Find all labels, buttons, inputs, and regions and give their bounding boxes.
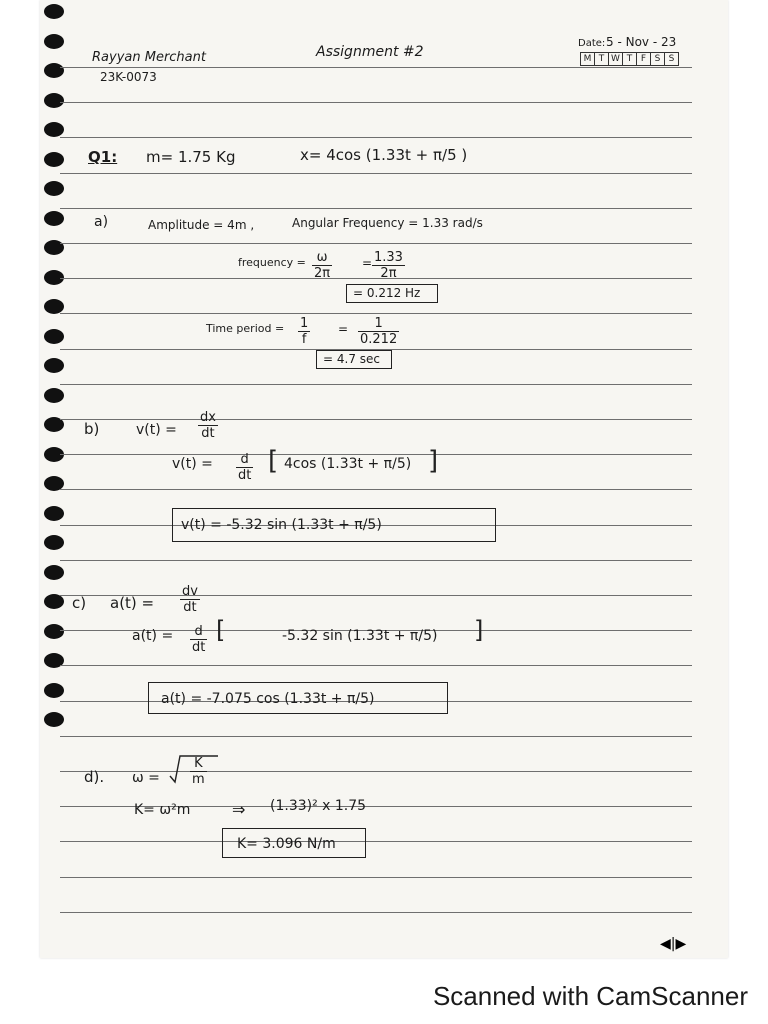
spring-constant-result-box — [222, 828, 366, 858]
equals-sign: = — [362, 256, 373, 270]
fraction-denominator: dt — [238, 468, 252, 483]
right-bracket: ] — [428, 446, 439, 476]
dv-dt-fraction — [180, 584, 200, 615]
ruled-line — [60, 912, 692, 913]
velocity-derivative: v(t) = — [172, 456, 213, 472]
ruled-line — [60, 560, 692, 561]
dx-dt-fraction — [198, 410, 218, 441]
weekday-boxes — [580, 52, 679, 66]
ruled-line — [60, 243, 692, 244]
weekday-box: M — [581, 53, 595, 65]
ruled-line — [60, 67, 692, 68]
frequency-result: = 0.212 Hz — [353, 286, 421, 300]
spiral-hole — [44, 181, 64, 196]
spiral-hole — [44, 683, 64, 698]
student-roll: 23K-0073 — [100, 70, 157, 84]
fraction-numerator: 1.33 — [374, 250, 403, 265]
weekday-box: T — [595, 53, 609, 65]
acceleration-derivative: a(t) = — [132, 628, 174, 644]
fraction-denominator: 2π — [314, 266, 331, 281]
part-a-label: a) — [94, 214, 109, 230]
frequency-result-box — [346, 284, 438, 303]
velocity-result: v(t) = -5.32 sin (1.33t + π/5) — [181, 517, 382, 533]
spiral-hole — [44, 63, 64, 78]
date-label: Date: — [578, 38, 606, 49]
ruled-line — [60, 419, 692, 420]
ruled-line — [60, 454, 692, 455]
velocity-expression: -5.32 sin (1.33t + π/5) — [282, 628, 438, 644]
fraction-numerator: dv — [182, 584, 198, 599]
period-fraction — [298, 316, 310, 347]
fraction-denominator: m — [192, 772, 205, 787]
spiral-hole — [44, 624, 64, 639]
amplitude: Amplitude = 4m , — [148, 218, 255, 232]
spiral-hole — [44, 594, 64, 609]
position-equation: x= 4cos (1.33t + π/5 ) — [300, 146, 468, 164]
d-dt-operator — [190, 624, 207, 655]
velocity-definition: v(t) = — [136, 422, 177, 438]
fraction-denominator: dt — [201, 426, 215, 441]
fraction-denominator: 0.212 — [360, 332, 398, 347]
spring-constant-calculation: (1.33)² x 1.75 — [270, 798, 367, 814]
ruled-line — [60, 384, 692, 385]
ruled-line — [60, 736, 692, 737]
fraction-denominator: f — [301, 332, 307, 347]
student-name: Rayyan Merchant — [92, 50, 206, 65]
ruled-line — [60, 841, 692, 842]
part-b-label: b) — [84, 420, 100, 438]
fraction-numerator: d — [190, 624, 207, 640]
ruled-line — [60, 489, 692, 490]
spiral-hole — [44, 34, 64, 49]
assignment-title: Assignment #2 — [316, 44, 424, 60]
fraction-numerator: 1 — [300, 316, 309, 331]
period-result-box — [316, 350, 392, 369]
acceleration-result-box — [148, 682, 448, 714]
ruled-line — [60, 595, 692, 596]
equals-sign: = — [338, 322, 349, 336]
frequency-fraction-values — [372, 250, 405, 281]
scanner-watermark: Scanned with CamScanner — [432, 981, 748, 1011]
spiral-hole — [44, 152, 64, 167]
fraction-denominator: dt — [192, 640, 206, 655]
page-turn-icon: ◀|▶ — [660, 936, 687, 952]
spiral-hole — [44, 388, 64, 403]
fraction-numerator: K — [190, 756, 207, 772]
ruled-line — [60, 877, 692, 878]
spring-constant-formula: K= ω²m — [134, 802, 191, 818]
acceleration-definition: a(t) = — [110, 594, 155, 612]
ruled-line — [60, 313, 692, 314]
spiral-hole — [44, 211, 64, 226]
frequency-fraction — [312, 250, 332, 281]
ruled-line — [60, 208, 692, 209]
fraction-denominator: 2π — [380, 266, 397, 281]
acceleration-result: a(t) = -7.075 cos (1.33t + π/5) — [161, 691, 375, 707]
right-bracket: ] — [474, 616, 484, 644]
fraction-numerator: ω — [312, 250, 332, 266]
period-label: Time period = — [206, 322, 285, 335]
weekday-box: S — [651, 53, 665, 65]
weekday-box: T — [623, 53, 637, 65]
spring-constant-result: K= 3.096 N/m — [237, 836, 336, 852]
fraction-denominator: dt — [183, 600, 197, 615]
weekday-box: W — [609, 53, 623, 65]
implies-arrow: ⇒ — [232, 800, 246, 819]
question-label: Q1: — [88, 148, 118, 166]
date-value: 5 - Nov - 23 — [606, 35, 677, 49]
weekday-box: S — [668, 54, 675, 64]
spiral-hole — [44, 712, 64, 727]
velocity-result-box — [172, 508, 496, 542]
frequency-label: frequency = — [238, 256, 306, 269]
spiral-hole — [44, 4, 64, 19]
spiral-hole — [44, 506, 64, 521]
fraction-numerator: 1 — [358, 316, 399, 332]
spiral-hole — [44, 329, 64, 344]
part-c-label: c) — [72, 594, 87, 612]
left-bracket: [ — [268, 446, 279, 476]
angular-frequency: Angular Frequency = 1.33 rad/s — [292, 216, 483, 230]
fraction-numerator: dx — [200, 410, 216, 425]
spiral-hole — [44, 299, 64, 314]
d-dt-operator — [236, 452, 253, 483]
weekday-box: F — [637, 53, 651, 65]
ruled-line — [60, 102, 692, 103]
fraction-numerator: d — [236, 452, 253, 468]
ruled-line — [60, 137, 692, 138]
ruled-line — [60, 173, 692, 174]
spiral-hole — [44, 122, 64, 137]
omega-definition: ω = — [132, 770, 160, 786]
spiral-hole — [44, 358, 64, 373]
k-over-m-fraction — [190, 756, 207, 787]
ruled-line — [60, 665, 692, 666]
spiral-hole — [44, 535, 64, 550]
period-result: = 4.7 sec — [323, 352, 380, 366]
spiral-hole — [44, 565, 64, 580]
position-expression: 4cos (1.33t + π/5) — [284, 456, 412, 472]
part-d-label: d). — [84, 768, 105, 786]
period-fraction-values — [358, 316, 399, 347]
mass-given: m= 1.75 Kg — [146, 148, 236, 166]
spiral-hole — [44, 93, 64, 108]
left-bracket: [ — [216, 616, 226, 644]
